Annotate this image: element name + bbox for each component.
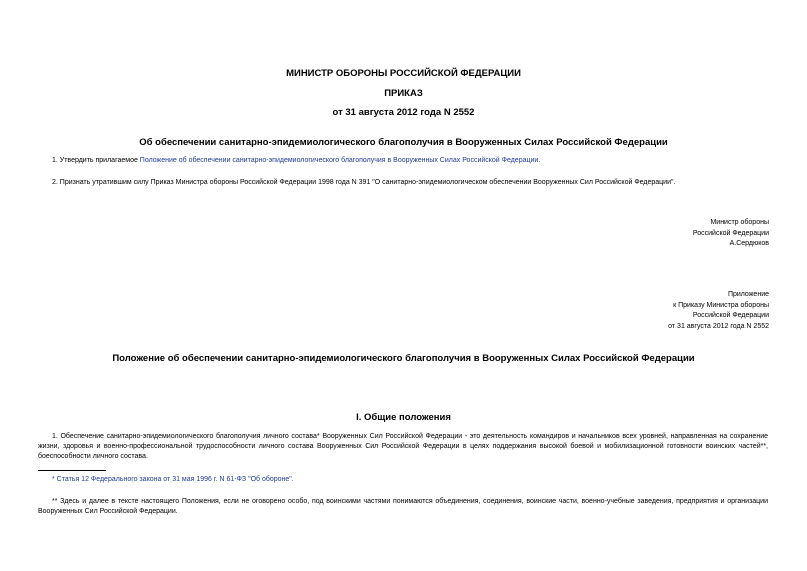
signature-line-3: А.Сердюков — [729, 240, 769, 247]
regulation-link[interactable]: Положение об обеспечении санитарно-эпидемиологического благополучия в Вооруженных Силах Российской Федерации — [139, 157, 539, 164]
footnote-1 — [52, 475, 294, 485]
appendix-line-2: к Приказу Министра обороны — [673, 301, 769, 309]
section-1-paragraph-1: 1. Обеспечение санитарно-эпидемиологического благополучия личного состава* Вооруженных Сил Российской Федерации - это деятельность командиров и начальников всех уровней, направленная на сохранение жизни, здоровья и военно-профессиональной трудоспособности личного состава Вооруженных Сил Российской Федерации в целях поддержания высокой боевой и мобилизационной готовности воинских частей**, боеспособности личного состава. — [38, 433, 768, 460]
footnote-2: ** Здесь и далее в тексте настоящего Положения, если не оговорено особо, под воинскими частями понимаются объединения, соединения, воинские части, военно-учебные заведения, предприятия и организации Вооруженных Сил Российской Федерации. — [38, 498, 768, 515]
order-item-1-suffix: . — [538, 157, 541, 164]
order-item-2: 2. Признать утратившим силу Приказ Министра обороны Российской Федерации 1998 года N 391 "О санитарно-эпидемиологическом обеспечении Вооруженных Сил Российской Федерации". — [52, 179, 676, 186]
regulation-title: Положение об обеспечении санитарно-эпидемиологического благополучия в Вооруженных Силах Российской Федерации — [112, 353, 695, 364]
appendix-line-4: от 31 августа 2012 года N 2552 — [668, 322, 769, 330]
appendix-line-1: Приложение — [727, 291, 769, 298]
footnote-divider — [38, 470, 106, 471]
signature-block — [693, 218, 769, 250]
signature-line-1: Министр обороны — [710, 219, 769, 226]
doc-type-heading: ПРИКАЗ — [384, 88, 423, 99]
order-item-1 — [52, 156, 540, 166]
order-item-1-prefix: 1. Утвердить прилагаемое — [52, 157, 140, 164]
appendix-line-3: Российской Федерации — [692, 312, 769, 319]
date-number-heading: от 31 августа 2012 года N 2552 — [332, 107, 475, 118]
section-1-heading: I. Общие положения — [356, 412, 451, 423]
order-title: Об обеспечении санитарно-эпидемиологического благополучия в Вооруженных Силах Российской Федерации — [139, 137, 668, 148]
footnote-1-link[interactable]: * Статья 12 Федерального закона от 31 мая 1996 г. N 61-ФЗ "Об обороне". — [52, 476, 294, 483]
appendix-block — [668, 290, 769, 332]
signature-line-2: Российской Федерации — [692, 229, 769, 237]
ministry-heading: МИНИСТР ОБОРОНЫ РОССИЙСКОЙ ФЕДЕРАЦИИ — [286, 68, 521, 79]
